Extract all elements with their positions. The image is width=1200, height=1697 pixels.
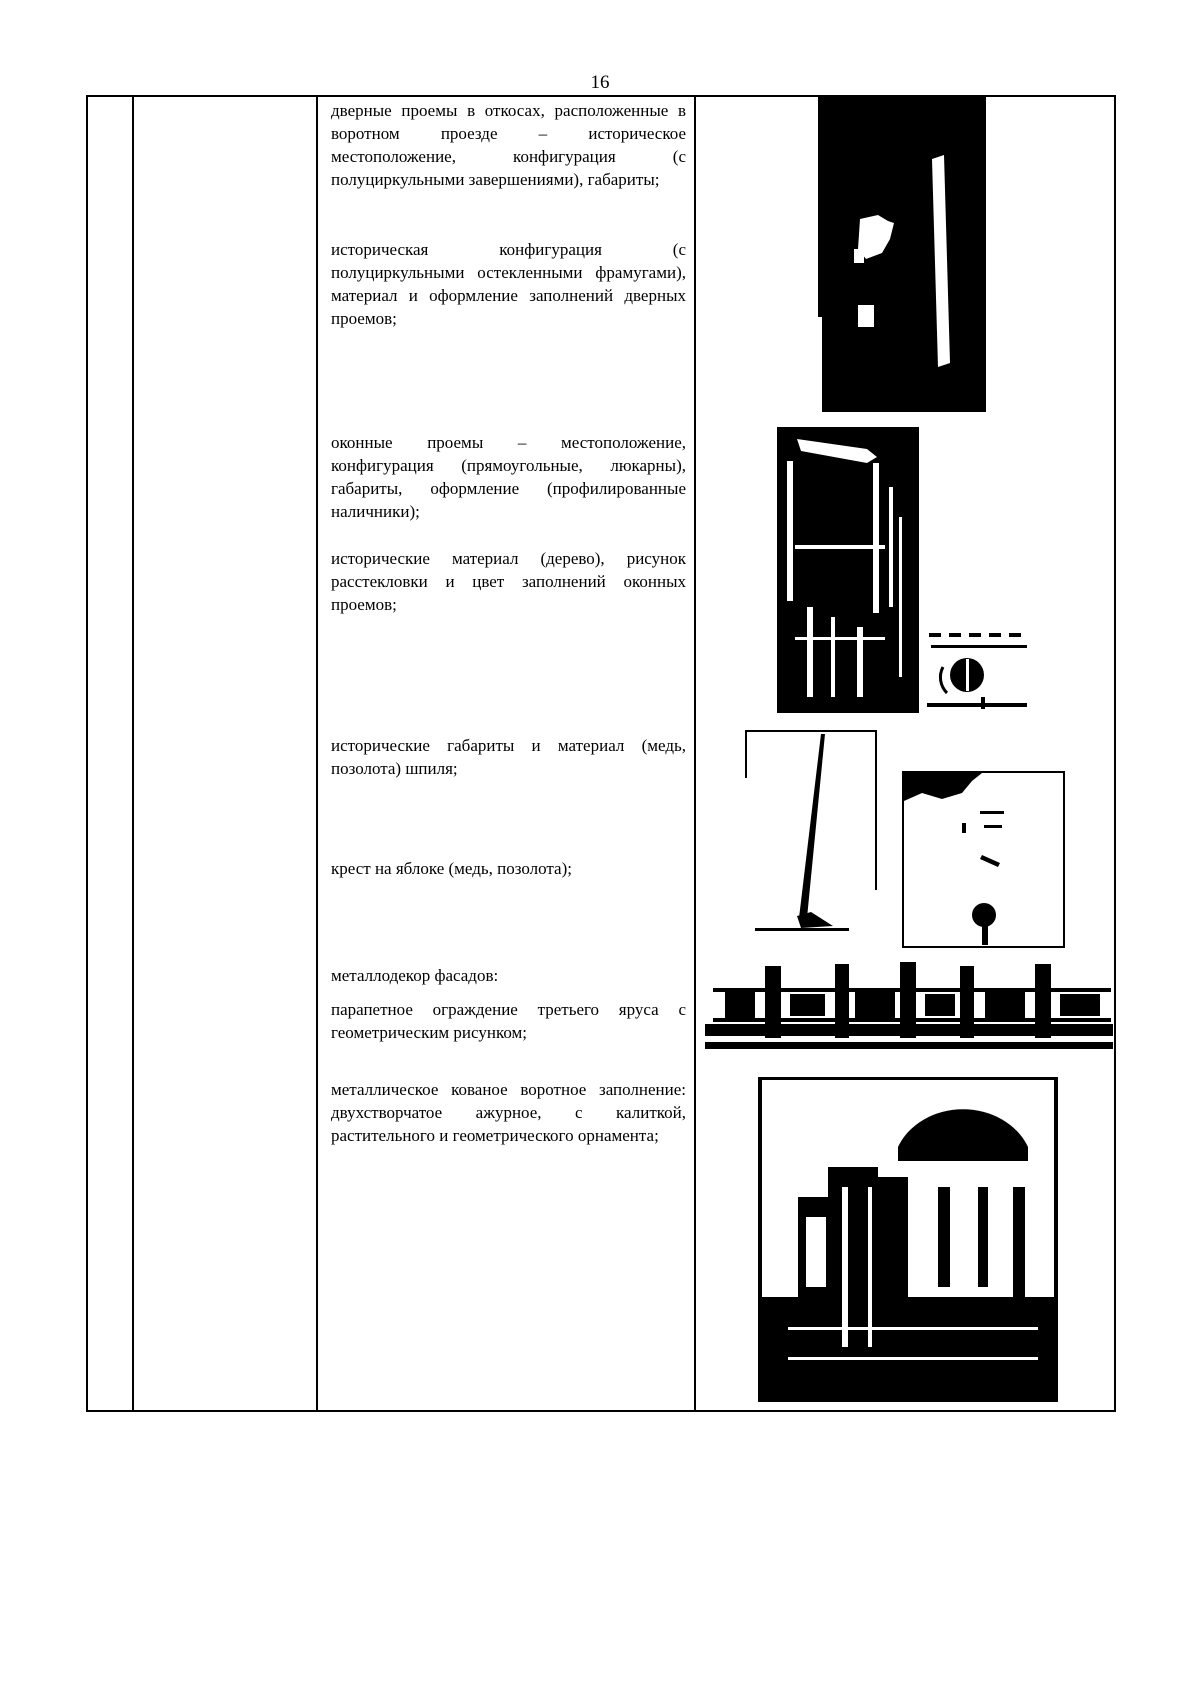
photo-window-interior	[777, 427, 919, 713]
entry-door-openings: дверные проемы в откосах, расположенные в воротном проезде – историческое местоположение, конфигурация (с полуциркульными завершениями), габариты;	[331, 101, 686, 189]
column-divider-1	[132, 97, 134, 1410]
entry-spire: исторические габариты и материал (медь, позолота) шпиля;	[331, 736, 686, 778]
entry-parapet: парапетное ограждение третьего яруса с геометрическим рисунком;	[331, 1000, 686, 1042]
column-divider-3	[694, 97, 696, 1410]
entry-cross: крест на яблоке (медь, позолота);	[331, 859, 572, 878]
photo-gate-passage-doors	[818, 97, 986, 412]
entry-door-fillings: историческая конфигурация (с полуциркульными остекленными фрамугами), материал и оформление заполнений дверных проемов;	[331, 240, 686, 328]
photo-lucarne-window	[921, 627, 1033, 713]
photo-wrought-iron-gate	[758, 1077, 1058, 1402]
photo-cross-on-orb	[902, 771, 1065, 948]
entry-window-openings: оконные проемы – местоположение, конфигурация (прямоугольные, люкарны), габариты, оформление (профилированные наличники);	[331, 433, 686, 521]
column-divider-2	[316, 97, 318, 1410]
page-number: 16	[590, 72, 610, 93]
entry-gate: металлическое кованое воротное заполнение: двухстворчатое ажурное, с калиткой, растительного и геометрического орнамента;	[331, 1080, 686, 1145]
photo-parapet-railing	[705, 958, 1113, 1049]
entry-window-fillings: исторические материал (дерево), рисунок расстекловки и цвет заполнений оконных проемов;	[331, 549, 686, 614]
entry-metal-decor: металлодекор фасадов:	[331, 966, 499, 985]
photo-spire	[745, 730, 880, 942]
